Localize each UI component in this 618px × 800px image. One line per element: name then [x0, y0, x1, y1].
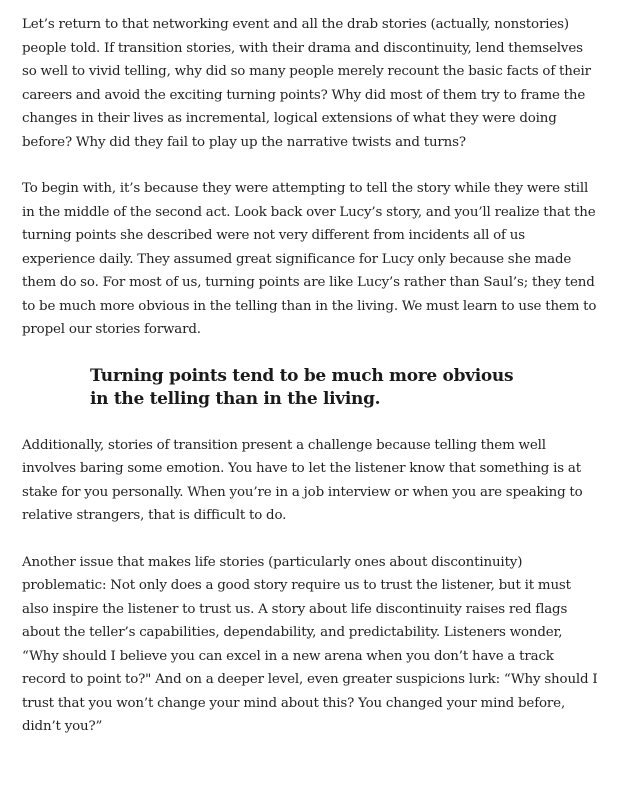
- paragraph-baring-emotion: Additionally, stories of transition present a challenge because telling them well involves baring some emotion. You have to let the listener know that something is at stake for you personally. When you’re in a job interview or when you are speaking to relative strangers, that is difficult to do.: [22, 437, 583, 523]
- paragraph-trust-issue: Another issue that makes life stories (particularly ones about discontinuity) problematic: Not only does a good story require us to trust the listener, but it must also inspire the listener to trust us. A story about life discontinuity raises red flags about the teller’s capabilities, dependability, and predictability. Listeners wonder, “Why should I believe you can excel in a new arena when you don’t have a track record to point to?" And on a deeper level, even greater suspicions lurk: “Why should I trust that you won’t change your mind about this? You changed your mind before, didn’t you?”: [22, 554, 598, 734]
- pull-quote: Turning points tend to be much more obvious in the telling than in the living.: [90, 365, 514, 409]
- article-body: [22, 13, 600, 762]
- paragraph-second-act: To begin with, it’s because they were attempting to tell the story while they were still in the middle of the second act. Look back over Lucy’s story, and you’ll realize that the turning points she described were not very different from incidents all of us experience daily. They assumed great significance for Lucy only because she made them do so. For most of us, turning points are like Lucy’s rather than Saul’s; they tend to be much more obvious in the telling than in the living. We must learn to use them to propel our stories forward.: [22, 181, 597, 337]
- paragraph-networking-event: Let’s return to that networking event and all the drab stories (actually, nonstories) people told. If transition stories, with their drama and discontinuity, lend themselves so well to vivid telling, why did so many people merely recount the basic facts of their careers and avoid the exciting turning points? Why did most of them try to frame the changes in their lives as incremental, logical extensions of what they were doing before? Why did they fail to play up the narrative twists and turns?: [22, 17, 591, 150]
